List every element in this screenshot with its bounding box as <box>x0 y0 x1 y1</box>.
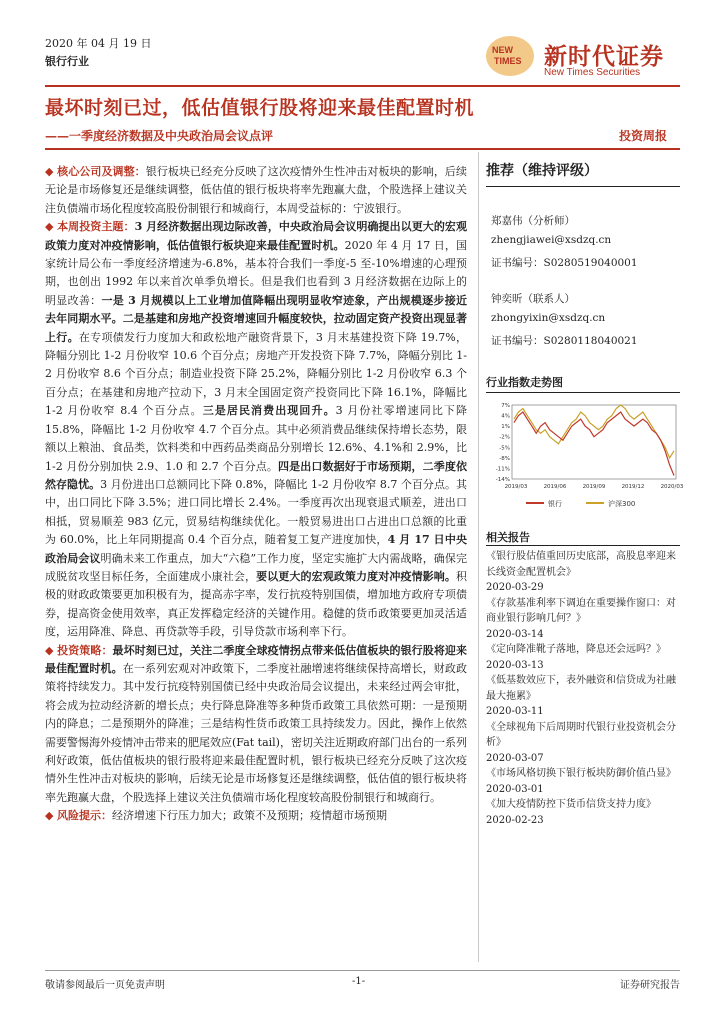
report-subtitle: ——一季度经济数据及中央政治局会议点评 <box>45 129 274 143</box>
y-tick-label: 4% <box>501 413 510 420</box>
company-name-cn: 新时代证券 <box>544 43 664 70</box>
analyst-email[interactable]: zhengjiawei@xsdzq.cn <box>491 234 612 246</box>
related-report-date: 2020-03-11 <box>486 706 544 717</box>
section-bold: 最坏时刻已过，关注二季度全球疫情拐点带来低估值板块的银行股将迎来最佳配置时机。 <box>45 643 468 675</box>
section-bold: 一是 3 月规模以上工业增加值降幅出现明显收窄迹象，产出规模逐步接近去年同期水平。二是基建和房地产投资增速回升幅度较快，拉动固定资产投资出现显著上行。 <box>45 293 468 344</box>
footer-divider <box>45 970 680 971</box>
paragraph-core-companies <box>45 163 467 218</box>
section-bold: 4 月 17 日中央政治局会议 <box>45 533 467 565</box>
related-reports-title: 相关报告 <box>486 531 530 544</box>
industry-label: 银行行业 <box>45 55 89 68</box>
bullet-icon: ◆ <box>45 165 58 178</box>
page-number: -1- <box>352 976 366 987</box>
bullet-icon: ◆ <box>45 809 57 823</box>
related-report-item[interactable] <box>486 766 682 797</box>
plot-frame <box>512 405 676 479</box>
related-report-title[interactable]: 《存款基准利率下调迫在重要操作窗口：对商业银行影响几何？》 <box>486 597 676 624</box>
x-tick-label: 2020/03 <box>660 484 684 490</box>
footer-disclaimer[interactable]: 敬请参阅最后一页免责声明 <box>45 980 165 991</box>
y-tick-label: 7% <box>501 403 510 409</box>
related-report-title[interactable]: 《市场风格切换下银行板块防御价值凸显》 <box>486 768 676 779</box>
paragraph-weekly-theme <box>45 218 467 641</box>
report-body <box>45 163 467 826</box>
related-divider <box>486 545 680 546</box>
y-tick-label: -14% <box>495 477 510 483</box>
company-logo-icon <box>486 36 534 76</box>
title-divider <box>45 148 680 150</box>
legend-label-hs300: 沪深300 <box>608 500 636 508</box>
related-report-item[interactable] <box>486 596 682 643</box>
related-report-title[interactable]: 《银行股估值重回历史底部，高股息率迎来长线资金配置机会》 <box>486 551 676 578</box>
logo-mark-line2: TIMES <box>494 56 522 66</box>
x-tick-label: 2019/12 <box>621 484 645 490</box>
series-line-bank <box>514 412 674 476</box>
related-report-date: 2020-02-23 <box>486 814 544 826</box>
related-reports-list <box>486 549 682 828</box>
section-head: 风险提示： <box>56 809 112 823</box>
chart-divider <box>486 392 680 393</box>
y-tick-label: -11% <box>495 466 510 473</box>
index-trend-chart <box>486 400 684 515</box>
y-tick-label: 1% <box>501 424 510 431</box>
related-report-title[interactable]: 《定向降准靴子落地，降息还会远吗？》 <box>486 644 666 655</box>
analyst-name: 郑嘉伟（分析师） <box>491 215 575 227</box>
x-tick-label: 2019/06 <box>543 484 567 490</box>
bullet-icon: ◆ <box>45 220 58 234</box>
section-bold: 3 月经济数据出现边际改善，中央政治局会议明确提出以更大的宏观政策力度对冲疫情影响，低估值银行板块迎来最佳配置时机。 <box>45 220 467 252</box>
related-report-date: 2020-03-07 <box>486 752 544 764</box>
paragraph-strategy <box>45 642 467 808</box>
section-text: 3 月份社零增速同比下降 15.8%，降幅比 1-2 月份收窄 4.7 个百分点。其中必须消费品继续保持增长态势，限额以上粮油、食品类，饮料类和中西药品类商品分别增长 12.6%、4.1%和 2.9%，比 1-2 月份分别加快 2.9、1.0 和 2.7 个百分点。 <box>45 404 467 473</box>
section-text: 2020 年 4 月 17 日，国家统计局公布一季度经济增速为-6.8%，基本符合我们一季度-5 至-10%增速的心理预期，也创出 1992 年以来首次单季负增长。但是我们也看到 3 月经济数据在边际上的明显改善： <box>45 238 467 307</box>
analyst-cert: 证书编号：S0280118040021 <box>491 335 638 347</box>
related-report-title[interactable]: 《加大疫情防控下货币信贷支持力度》 <box>486 799 656 810</box>
section-text: 银行板块已经充分反映了这次疫情外生性冲击对板块的影响，后续无论是市场修复还是继续调整，低估值的银行板块将率先跑赢大盘，个股选择上建议关注负债端市场化程度较高股份制银行和城商行，本周受益标的：宁波银行。 <box>45 165 467 215</box>
section-text: 3 月份进出口总额同比下降 0.8%，降幅比 1-2 月份收窄 8.7 个百分点。其中，出口同比下降 3.5%；进口同比增长 2.4%。一季度再次出现衰退式顺差，进出口相抵，贸易顺差 983 亿元，贸易结构继续优化。一般贸易进出口占进出口总额的比重为 60.0%，比上年同期提高 0.4 个百分点，随着复工复产进度加快， <box>45 477 467 547</box>
related-report-title[interactable]: 《低基数效应下，表外融资和信贷成为社融最大拖累》 <box>486 675 676 702</box>
analyst-email[interactable]: zhongyixin@xsdzq.cn <box>491 312 606 324</box>
section-text: 积极的财政政策要更加积极有为，提高赤字率，发行抗疫特别国债，增加地方政府专项债券，提高资金使用效率，真正发挥稳定经济的关键作用。稳健的货币政策要更加灵活适度，运用降准、降息、再贷款等手段，引导贷款市场利率下行。 <box>45 569 468 639</box>
rating-label: 推荐（维持评级） <box>486 163 598 179</box>
company-name-en: New Times Securities <box>544 67 641 78</box>
report-type: 投资周报 <box>619 129 668 143</box>
chart-title: 行业指数走势图 <box>486 376 563 389</box>
related-report-item[interactable] <box>486 720 682 767</box>
related-report-title[interactable]: 《全球视角下后周期时代银行业投资机会分析》 <box>486 721 676 748</box>
report-title: 最坏时刻已过，低估值银行股将迎来最佳配置时机 <box>45 97 475 119</box>
related-report-date: 2020-03-01 <box>486 783 544 795</box>
header-divider <box>45 85 680 87</box>
paragraph-risk <box>45 807 467 825</box>
section-head: 本周投资主题： <box>57 220 135 234</box>
related-report-item[interactable] <box>486 549 682 596</box>
rating-divider <box>486 186 680 187</box>
x-tick-label: 2019/03 <box>504 484 528 490</box>
section-bold: 四是出口数据好于市场预期，二季度依然存隐忧。 <box>45 459 468 491</box>
analyst-cert: 证书编号：S0280519040001 <box>491 257 638 269</box>
logo-mark-line1: NEW <box>492 45 513 55</box>
footer-doc-type: 证券研究报告 <box>620 980 680 991</box>
y-tick-label: -8% <box>499 455 510 462</box>
section-bold: 要以更大的宏观政策力度对冲疫情影响。 <box>256 569 457 583</box>
section-text: 在一系列宏观对冲政策下，二季度社融增速将继续保持高增长，财政政策将持续发力。其中发行抗疫特别国债已经中央政治局会议提出，未来经过两会审批，将会成为拉动经济新的增长点；央行降息降准等多种货币政策工具依然可期：一是预期内的降息；二是预期外的降准；三是结构性货币政策工具持续发力。因此，操作上依然需要警惕海外疫情冲击带来的肥尾效应(Fat tail)，密切关注近期政府部门出台的一系列利好政策，低估值板块的银行股将迎来最佳配置时机，银行板块已经充分反映了这次疫情外生性冲击对板块的影响，后续无论是市场修复还是继续调整，低估值的银行板块将率先跑赢大盘，个股选择上建议关注负债端市场化程度较高股份制银行和城商行。 <box>45 661 468 804</box>
related-report-item[interactable] <box>486 642 682 673</box>
column-divider <box>478 152 479 962</box>
related-report-date: 2020-03-13 <box>486 659 544 671</box>
y-tick-label: -5% <box>499 445 510 452</box>
analyst-name: 钟奕昕（联系人） <box>491 293 575 305</box>
section-text: 明确未来工作重点，加大“六稳”工作力度，坚定实施扩大内需战略，确保完成脱贫攻坚目标任务，全面建成小康社会， <box>45 551 468 583</box>
section-text: 经济增速下行压力加大；政策不及预期；疫情超市场预期 <box>111 809 387 823</box>
section-text: 在专项债发行力度加大和政松地产融资背景下，3 月末基建投资下降 19.7%，降幅分别比 1-2 月份收窄 10.6 个百分点；房地产开发投资下降 7.7%，降幅分别比 1-2 月份收窄 8.6 个百分点；制造业投资下降 25.2%，降幅分别比 1-2 月份收窄 6.3 个百分点；在基建和房地产拉动下，3 月末全国固定资产投资同比下降 16.1%，降幅比 1-2 月份收窄 8.4 个百分点。 <box>45 330 468 418</box>
related-report-item[interactable] <box>486 797 682 828</box>
section-bold: 三是居民消费出现回升。 <box>202 404 336 418</box>
related-report-item[interactable] <box>486 673 682 720</box>
related-report-date: 2020-03-14 <box>486 628 544 640</box>
y-tick-label: -2% <box>499 434 510 441</box>
x-tick-label: 2019/09 <box>582 484 606 490</box>
related-report-date: 2020-03-29 <box>486 582 544 593</box>
section-head: 投资策略： <box>57 643 113 657</box>
report-date: 2020 年 04 月 19 日 <box>45 37 152 50</box>
bullet-icon: ◆ <box>45 643 58 657</box>
legend-label-bank: 银行 <box>548 500 562 508</box>
section-head: 核心公司及调整： <box>57 165 146 178</box>
